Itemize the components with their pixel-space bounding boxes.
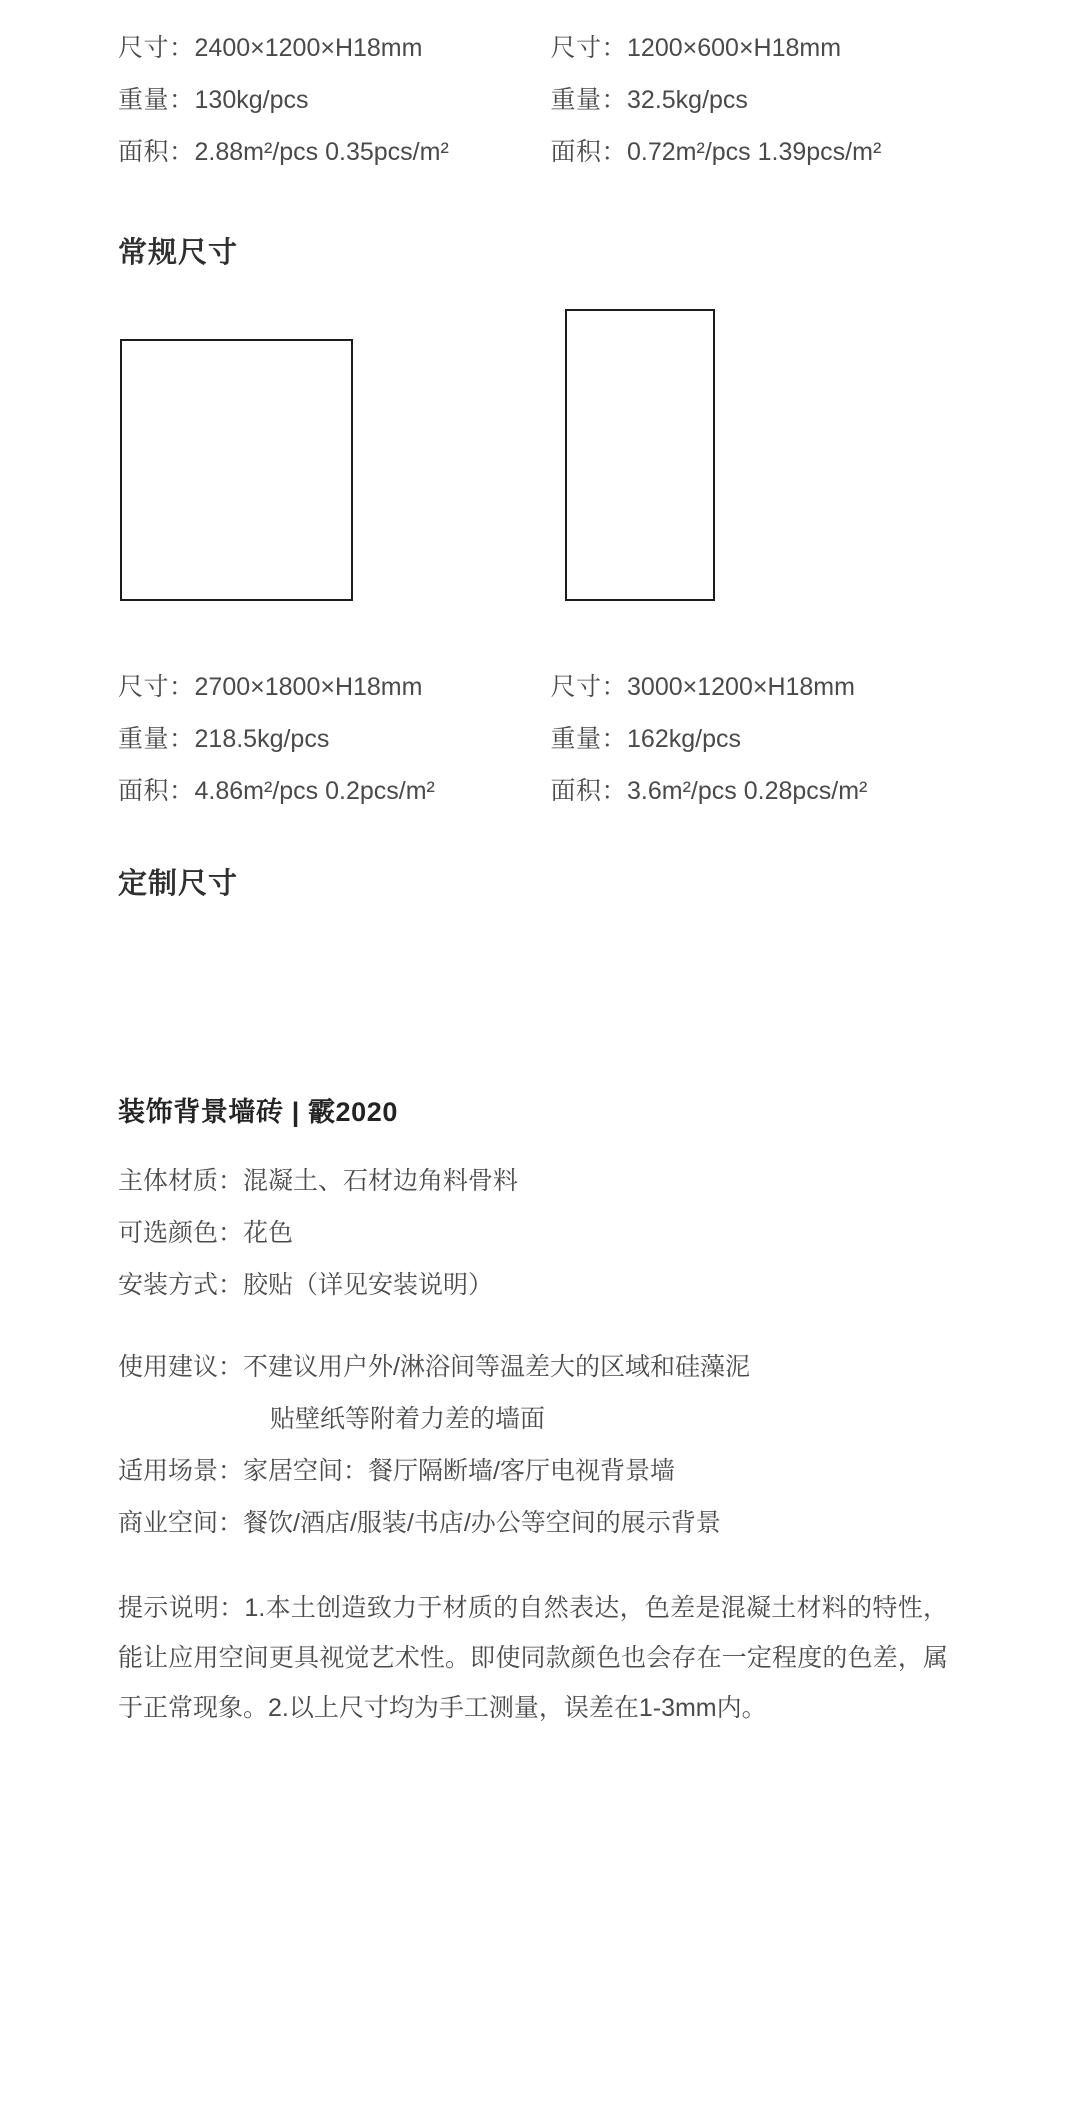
scene-value: 家居空间：餐厅隔断墙/客厅电视背景墙 — [243, 1457, 675, 1485]
size-rectangle-2700x1800 — [120, 339, 353, 601]
spec-line — [118, 713, 530, 765]
spec-value: 2400×1200×H18mm — [194, 34, 423, 62]
spec-label: 面积： — [118, 777, 195, 805]
usage-row-continued — [118, 1393, 962, 1445]
spec-label: 面积： — [550, 138, 628, 166]
top-spec-column-left — [118, 22, 530, 178]
spec-label: 重量： — [118, 86, 195, 114]
spec-line — [118, 22, 530, 74]
spec-value: 3.6m²/pcs 0.28pcs/m² — [627, 777, 868, 805]
scene-label: 适用场景： — [118, 1457, 244, 1485]
attribute-label: 可选颜色： — [118, 1219, 244, 1247]
attribute-row — [118, 1207, 962, 1259]
section-title-custom-size: 定制尺寸 — [118, 868, 239, 900]
spec-value: 162kg/pcs — [627, 725, 741, 753]
spec-value: 218.5kg/pcs — [194, 725, 330, 753]
attribute-value: 胶贴（详见安装说明） — [243, 1271, 494, 1299]
spec-value: 0.72m²/pcs 1.39pcs/m² — [627, 138, 882, 166]
product-title: 装饰背景墙砖 | 霰2020 — [118, 1097, 399, 1127]
spec-label: 面积： — [118, 138, 195, 166]
size-diagram-row — [118, 309, 962, 639]
spec-line — [551, 661, 963, 713]
usage-label: 使用建议： — [118, 1353, 244, 1381]
spec-value: 2700×1800×H18mm — [194, 673, 423, 701]
product-note: 提示说明：1.本土创造致力于材质的自然表达，色差是混凝土材料的特性，能让应用空间更具视觉艺术性。即使同款颜色也会存在一定程度的色差，属于正常现象。2.以上尺寸均为手工测量，误差在1-3mm内。 — [118, 1594, 948, 1722]
spec-value: 4.86m²/pcs 0.2pcs/m² — [194, 777, 435, 805]
spec-value: 32.5kg/pcs — [627, 86, 748, 114]
mid-spec-block — [118, 661, 962, 817]
attribute-row — [118, 1259, 962, 1311]
attribute-value: 混凝土、石材边角料骨料 — [243, 1167, 519, 1195]
mid-spec-column-right — [530, 661, 963, 817]
spec-line — [118, 74, 530, 126]
spec-line — [551, 74, 963, 126]
size-rectangle-3000x1200 — [565, 309, 715, 601]
attribute-label: 安装方式： — [118, 1271, 244, 1299]
scene-row — [118, 1445, 962, 1497]
usage-value-line1: 不建议用户外/淋浴间等温差大的区域和硅藻泥 — [243, 1353, 750, 1381]
attribute-value: 花色 — [243, 1219, 294, 1247]
spec-value: 3000×1200×H18mm — [627, 673, 855, 701]
mid-spec-column-left — [118, 661, 530, 817]
spec-line — [551, 765, 963, 817]
top-spec-block — [118, 0, 962, 178]
spec-label: 面积： — [550, 777, 628, 805]
spec-value: 1200×600×H18mm — [627, 34, 842, 62]
commercial-label: 商业空间： — [118, 1509, 244, 1537]
product-description-block — [118, 1090, 962, 1733]
spec-line — [551, 22, 963, 74]
attribute-row — [118, 1155, 962, 1207]
spec-label: 尺寸： — [550, 34, 628, 62]
spec-line — [551, 126, 963, 178]
product-attribute-list — [118, 1155, 962, 1311]
spec-line — [118, 765, 530, 817]
spec-value: 130kg/pcs — [194, 86, 309, 114]
spec-label: 重量： — [550, 86, 628, 114]
spec-value: 2.88m²/pcs 0.35pcs/m² — [194, 138, 449, 166]
product-usage-group — [118, 1341, 962, 1549]
spec-line — [118, 126, 530, 178]
usage-value-line2: 贴壁纸等附着力差的墙面 — [270, 1405, 546, 1433]
top-spec-column-right — [530, 22, 963, 178]
attribute-label: 主体材质： — [118, 1167, 244, 1195]
spec-line — [551, 713, 963, 765]
commercial-value: 餐饮/酒店/服装/书店/办公等空间的展示背景 — [243, 1509, 721, 1537]
spec-label: 重量： — [550, 725, 628, 753]
spec-label: 尺寸： — [118, 34, 195, 62]
section-title-regular-size: 常规尺寸 — [118, 237, 239, 269]
commercial-row — [118, 1497, 962, 1549]
spec-label: 重量： — [118, 725, 195, 753]
spec-label: 尺寸： — [118, 673, 195, 701]
usage-row — [118, 1341, 962, 1393]
spec-label: 尺寸： — [550, 673, 628, 701]
spec-line — [118, 661, 530, 713]
